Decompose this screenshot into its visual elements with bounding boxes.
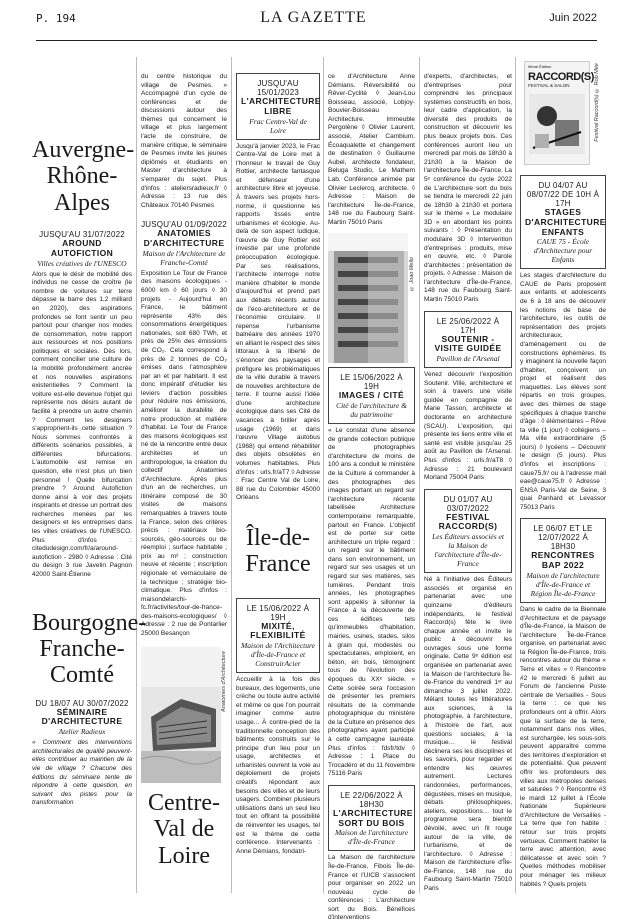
event-date: LE 15/06/2022 À 19H (340, 373, 403, 392)
straw-building-image (141, 647, 221, 783)
event-seminaire (32, 699, 132, 737)
event-date: LE 06/07 ET LE 12/07/2022 À 18H30 (533, 524, 593, 552)
event-organizer: Maison de l'Architecture de Franche-Comté (142, 248, 226, 267)
event-description: Venez découvrir l'exposition Soutenir. Ville, architecture et soin à travers une visite guidée en compagnie de Marie Tasson, architecte et doctorante en architecture (SCAU). L'exposition, qui présente les liens entre ville et santé est visible jusqu'au 25 août au Pavillon de l'Arsenal. Plus d'infos : urls.fr/aT8 ◊ Adresse : 21 boulevard Morland 75004 Paris (424, 371, 512, 482)
event-title: L'ARCHITECTURE SORT DU BOIS (333, 807, 413, 828)
event-images-cite (328, 367, 415, 424)
column-6 (520, 53, 606, 893)
event-date: LE 15/06/2022 À 19H (246, 603, 310, 622)
page-number: P. 194 (36, 12, 76, 25)
seminaire-continued: du centre historique du village de Pesmes. » Accompagné d'un cycle de conférences et de discussions autour des thèmes qui concernent le village et plus largement l'acte de construire, de manière critique, le séminaire de Pesmes invite les jeunes diplômés et étudiants en Master d'architecture à s'emparer du sujet. Plus d'infos : ateliersradieux.fr ◊ Adresse : 13 rue des Châteaux 70140 Pesmes (141, 73, 227, 209)
newspaper-title: LA GAZETTE (260, 9, 367, 26)
event-date: LE 22/06/2022 À 18H30 (340, 790, 403, 809)
event-organizer: Pavillon de l'Arsenal (436, 354, 500, 364)
page-header (0, 8, 627, 50)
header-rule (36, 40, 597, 41)
event-stages-enfants (520, 175, 606, 269)
mixite-continued: ce d'Architecture Anne Démians. Réversibilité ou Rêver-Cyclité ◊ Jean-Lou Boisseau, associé, Lobjoy-Bouvier-Boisseau Architecture. Immeuble Pergolène ◊ Olivier Laurent, associé, Atelier Cambium. Écoaqualette et changement de destination ◊ Guillaume Aubel, architecte fondateur, Beluga Studio, Le Mathem Lab. Conférence animée par Olivier Leclercq, architecte. ◊ Adresse : Maison de l'architecture Île-de-France, 148 rue du Faubourg Saint-Martin 75010 Paris (328, 73, 415, 226)
event-organizer: Frac Centre-Val de Loire (249, 116, 307, 135)
issue-date: Juin 2022 (549, 12, 597, 24)
event-title: SOUTENIR - VISITE GUIDÉE (434, 333, 502, 354)
event-description: Né à l'initiative des Éditeurs associés et organisé en partenariat avec une quinzaine d'éditeurs indépendants, le festival Raccord(s) fête le livre chaque année et invite le public à découvrir les ouvrages sous une forme originale. Cette 9ᵉ édition est organisée en partenariat avec la Maison de l'architecture Île-de-France du vendredi 1ᵉʳ au dimanche 3 juillet 2022. Mêlant toutes les littératures aux sciences, à la photographie, à l'architecture, à l'histoire de l'art, aux questions sociales, à la musique… le festival déclinera ses les disciplines et les savoirs, pour regarder et entendre les œuvres autrement. Lectures randonnées, performances, dégustées, mises en musique, débats philosophiques, ateliers, expositions… tout le programme sera bientôt dévoilé, avec un fil rouge autour de la ville, de l'urbanisme, et de l'architecture. ◊ Adresse : Maison de l'architecture d'Île-de-France, 148 rue du Faubourg Saint-Martin 75010 Paris (424, 576, 512, 892)
column-4 (328, 53, 415, 922)
event-date: DU 18/07 AU 30/07/2022 (35, 698, 129, 708)
event-description: Les stages d'architecture du CAUE de Paris proposent aux enfants et adolescents de 6 à 18 ans de découvrir les notions de base de l'architecture, les outils de représentation des projets architecturaux, d'aménagement ou de constructions éphémères. Ils y imaginent la nouvelle façon d'habiter, conçoivent un projet et réalisent des maquettes. Les élèves sont répartis en trois groupes, avec des thèmes de stage spécifiques à chaque tranche d'âge : ◊ élémentaires – Rêve ta ville (1 jour) ◊ collégiens – Ma ville extraordinaire (5 jours) ◊ lycéens – Découvrir le design (5 jours). Plus d'infos et inscriptions : caue75.fr/ ou à l'adresse mail eae@caue75.fr ◊ Adresse : ENSA Paris-Val de Seine, 3 quai Panhard et Levassor 75013 Paris (520, 272, 606, 511)
event-date: JUSQU'AU 15/01/2023 (256, 79, 300, 97)
event-description: Accueillir à la fois des bureaux, des logements, une crèche ou toute autre activité et même ce que l'on pourrait imaginer comme autre usage... À contre-pied de la traditionnelle conception des bâtiments construits sur le principe d'un lieu pour un usage, architectes et urbanistes ouvrent la voie au déploiement de projets créatifs répondant aux besoins des villes et de leurs usagers. Combiner plusieurs utilisations dans un seul lieu tout en offrant la possibilité de réinventer les usages, tel est le thème de cette conférence. Intervenants : Anne Démians, fondatri- (236, 676, 320, 855)
poster-frame (524, 61, 594, 165)
event-organizer: Les Éditeurs associés et la Maison de l'architecture d'Île-de-France (432, 532, 504, 569)
event-architecture-libre (236, 73, 320, 140)
region-title-centre: Centre-Val de Loire (148, 790, 220, 869)
event-title: MIXITÉ, FLEXIBILITÉ (250, 620, 306, 641)
event-sort-du-bois (328, 785, 415, 852)
event-description: La Maison de l'architecture Île-de-France, Fibois Île-de-France et l'UICB s'associent pour organiser en 2022 un nouveau cycle de conférences : L'architecture sort du Bois. Bénéfices d'interventions (328, 854, 415, 922)
region-title-auvergne: Auvergne-Rhône-Alpes (32, 137, 135, 216)
event-title: L'ARCHITECTURE LIBRE (241, 96, 321, 116)
event-soutenir (424, 311, 512, 369)
event-title: RENCONTRES BAP 2022 (531, 550, 595, 571)
event-description: Dans le cadre de la Biennale d'Architecture et de paysage d'Île-de-France, la Maison de l'architecture Île-de-France organise, en partenariat avec la Région Île-de-France, trois rencontres autour du thème « Terre et villes » ◊ Rencontre #2 le mercredi 6 juillet au Forum de l'ancienne Poste centrale de Versailles - Sous la terre : ce que les profondeurs ont à offrir. Alors que la surface de la terre, notamment dans nos villes, est surchargée, les sous-sols peuvent apparaître comme des territoires d'exploration et de potentialité. Que peuvent offrir les profondeurs des villes aux métropoles denses et saturées ? ◊ Rencontre #3 le mardi 12 juillet à l'École Nationale Supérieure d'Architecture de Versailles - La terre que l'on habite : retour sur trois projets vertueux. Comment habiter la terre avec attention, avec délicatesse et avec soin ? Quelles méthodes mobiliser pour ménager les milieux habités ? Quels projets (520, 606, 606, 888)
event-date: JUSQU'AU 31/07/2022 (39, 230, 125, 240)
region-title-idf: Île-de-France (245, 524, 311, 578)
column-5 (424, 53, 512, 893)
event-date: DU 01/07 AU 03/07/2022 (443, 494, 493, 513)
photo-building-facade (328, 233, 415, 363)
column-divider (323, 57, 324, 893)
event-organizer: Maison de l'Architecture d'Île-de-France et ConstruirAcier (241, 641, 315, 669)
event-title: IMAGES / CITÉ (338, 390, 405, 401)
event-date: LE 25/06/2022 À 17H (436, 316, 500, 335)
poster-subtitle: FESTIVAL & SALON (528, 83, 570, 88)
column-divider (231, 57, 232, 893)
column-divider (419, 57, 420, 893)
photo-straw-building (141, 647, 227, 783)
event-anatomies (141, 220, 227, 267)
column-divider (515, 57, 516, 893)
event-title: SÉMINAIRE D'ARCHITECTURE (41, 706, 123, 727)
region-title-bourgogne: Bourgogne-Franche-Comté (32, 609, 147, 689)
event-festival-raccords (424, 489, 512, 574)
column-2 (141, 53, 227, 893)
region-block-centre (141, 790, 227, 869)
column-3 (236, 53, 320, 893)
event-organizer: Atelier Radieux (58, 727, 106, 737)
event-title: FESTIVAL RACCORD(S) (438, 511, 498, 532)
sort-du-bois-continued: d'experts, d'architectes, et d'entreprises pour comprendre les principaux systèmes constructifs en bois, leur cadre d'application, la diversité des produits de construction et découvrir les plus beaux projets bois. Ces conférences auront lieu un mercredi par mois de 18h30 à 21h30 à la Maison de l'architecture Île-de-France. La 5ᵉ conférence du cycle 2022 de L'architecture sort du bois se tiendra le mercredi 22 juin de 18h30 à 21h30 et portera sur le thème « Le modulaire 3D » en abordant les points suivants : ◊ Présentation du modulaire 3D ◊ Intervention d'entreprises : produits, mise en œuvre, etc. ◊ Parole d'architectes : présentation de projets. ◊ Adresse : Maison de l'architecture d'Île-de-France, 148 rue du Faubourg Saint-Martin 75010 Paris (424, 73, 512, 304)
festival-poster (520, 57, 600, 169)
event-title: ANATOMIES D'ARCHITECTURE (143, 228, 225, 249)
photo-credit: Anatomies d'Architecture (221, 650, 227, 712)
event-organizer: Maison de l'architecture d'Île-de-France (334, 828, 409, 847)
event-title: STAGES D'ARCHITECTURE ENFANTS (525, 207, 606, 237)
event-date: DU 04/07 AU 08/07/22 DE 10H À 17H (526, 181, 600, 208)
event-description: Jusqu'à janvier 2023, le Frac Centre-Val de Loire met à l'honneur le travail de Guy Rottier, architecte fantasque et défenseur d'une architecture libre et joyeuse. À travers ses projets hors-norme, il questionne les rapports tissés entre urbanismes et écologie. Au-delà de son aspect ludique, l'œuvre de Guy Rottier est investie par une profonde préoccupation écologique. Par ses réalisations, l'architecte interroge notre manière d'habiter le monde d'aujourd'hui et prend part aux débats récents autour de l'éco-architecture et de l'économie circulaire. Il repense l'urbanisme balnéaire des années 1970 en alliant le respect des sites littoraux à la liberté de s'énoncer des paysages et préfigure les problématiques de la ville durable à travers de nouvelles architecture de terre. Il tourne aussi l'idée d'une architecture écologique dans ses Cité de vacances à briller après usage (1969) et dans l'œuvre Village autobus (1968) qui entend réhabiliter des objets obsolètes en volumes habitables. Plus d'infos : urls.fr/aT7 ◊ Adresse : Frac Centre Val de Loire, 88 rue du Colombier 45000 Orléans (236, 142, 320, 502)
event-mixite (236, 598, 320, 674)
event-description: « Comment des interventions architecturales de qualité peuvent-elles contribuer au maintien de la vie de village ? Chacune des éditions du séminaire tente de répondre à cette question, en suivant des pistes pour la transformation (32, 739, 132, 807)
poster-illustration (525, 90, 589, 160)
event-date: JUSQU'AU 01/09/2022 (141, 220, 227, 230)
event-organizer: Cité de l'architecture & du patrimoine (336, 401, 407, 420)
photo-credit: © Joao Mello (409, 257, 415, 292)
event-organizer: Maison de l'architecture d'Île-de-France et Région Île-de-France (526, 571, 600, 599)
column-1 (32, 53, 147, 893)
event-description: Alors que le désir de mobilité des individus ne cesse de croître (le nombre de voitures sur terre dépasse la barre des 1,2 milliard en 2020), des aspirations profondes se font sentir un peu partout pour changer nos modes de consommation, notre rapport aux ressources et nos positions politiques et sociales. Dès lors, comment concilier une culture de la mobilité profondément ancrée et nos nouvelles aspirations existentielles ? Comment la voiture est-elle devenue l'objet qui représente nos désirs autant de facilité à prendre un autre chemin ? Comment les designers s'approprient-ils cette situation ? Nous sommes confrontés à différents scénarios possibles, à différentes bifurcations. L'automobile est remise en question, elle n'est plus un bien personnel ! Quelle bifurcation prendre ? Around Autofiction donne ainsi à voir des projets inspirants et dresse un portrait des recherches menées par les designers et les entreprises dans les villes créatives de l'UNESCO. Plus d'infos : citedudesign.com/fr/a/around-autofiction - 2980 ◊ Adresse : Cité du design 3 rue Javelin Pagnon 42000 Saint-Étienne (32, 270, 132, 578)
event-organizer: Villes créatives de l'UNESCO (37, 258, 127, 268)
event-title: AROUND AUTOFICTION (50, 238, 114, 258)
event-rencontres-bap (520, 518, 606, 603)
building-facade-image (328, 233, 408, 363)
event-description: Exposition Le Tour de France des maisons écologiques - 6000 km ◊ 60 jours ◊ 30 projets - Aujourd'hui en France, le bâtiment représente 43% des consommations énergétiques nationales, soit 680 TWh, et près de 25% des émissions de CO₂. Cela correspond à près de 2 tonnes de CO₂ émises dans l'atmosphère par an et par habitant. Il est donc impératif d'étudier les leviers d'action possibles pour réduire nos émissions, améliorer la durabilité de notre production et matière d'habitat. Le Tour de France des maisons écologiques est né de la rencontre entre deux architectes et un anthropologue, la création du collectif Anatomies d'Architecture. Après plus d'un an de recherches, un itinéraire composé de 30 visites de maisons remarquables à travers toute la France, selon des critères précis : matériaux bio-sourcés, géo-sourcés ou de réemploi ; surface habitable ; prix au m² ; construction neuve et récente ; inscription régionale et vernaculaire de la technique ; stratégie bio-climatique. Plus d'infos : maisondelarchi-fc.fr/activites/tour-de-france-des-maisons-ecologiques/ ◊ Adresse : 2 rue de Pontarlier 25000 Besançon (141, 269, 227, 638)
photo-credit: Festival Raccord(s) © Rob Mée (594, 63, 600, 142)
poster-edition: 9ème Édition (528, 64, 552, 69)
event-organizer: CAUE 75 - École d'Architecture pour Enfants (533, 237, 593, 265)
event-around-autofiction (32, 230, 132, 268)
event-description: « Le constat d'une absence de grande collection publique de photographies d'architecture de moins de 100 ans a conduit le ministère de la Culture à commander à des photographes des images portant un regard sur l'architecture récente labellisée Architecture contemporaine remarquable, partout en France. L'objectif est de porter sur cette architecture un triple regard : un regard sur le bâtiment dans son environnement, un regard sur ses usages et un regard sur ses matières, ses lumières. Pendant trois années, les photographes sont appelés à sillonner la France à la découverte de ces édifices tels qu'immeubles d'habitation, mairies, usines, stades, silos à grain qui, modestes ou spectaculaires, emploient, en béton, en bois, témoignent tous de l'évolution des époques du XXᵉ siècle. » Cette soirée sera l'occasion de présenter les premiers résultats de la commande photographique du ministère de la Culture en présence des photographes ayant participé à cette campagne lauréate. Plus d'infos : fdsfr/tdv ◊ Adresse : 1 Place du Trocadéro et du 11 Novembre 75116 Paris (328, 427, 415, 778)
poster-title: RACCORD(S) (528, 71, 594, 83)
column-divider (136, 57, 137, 893)
